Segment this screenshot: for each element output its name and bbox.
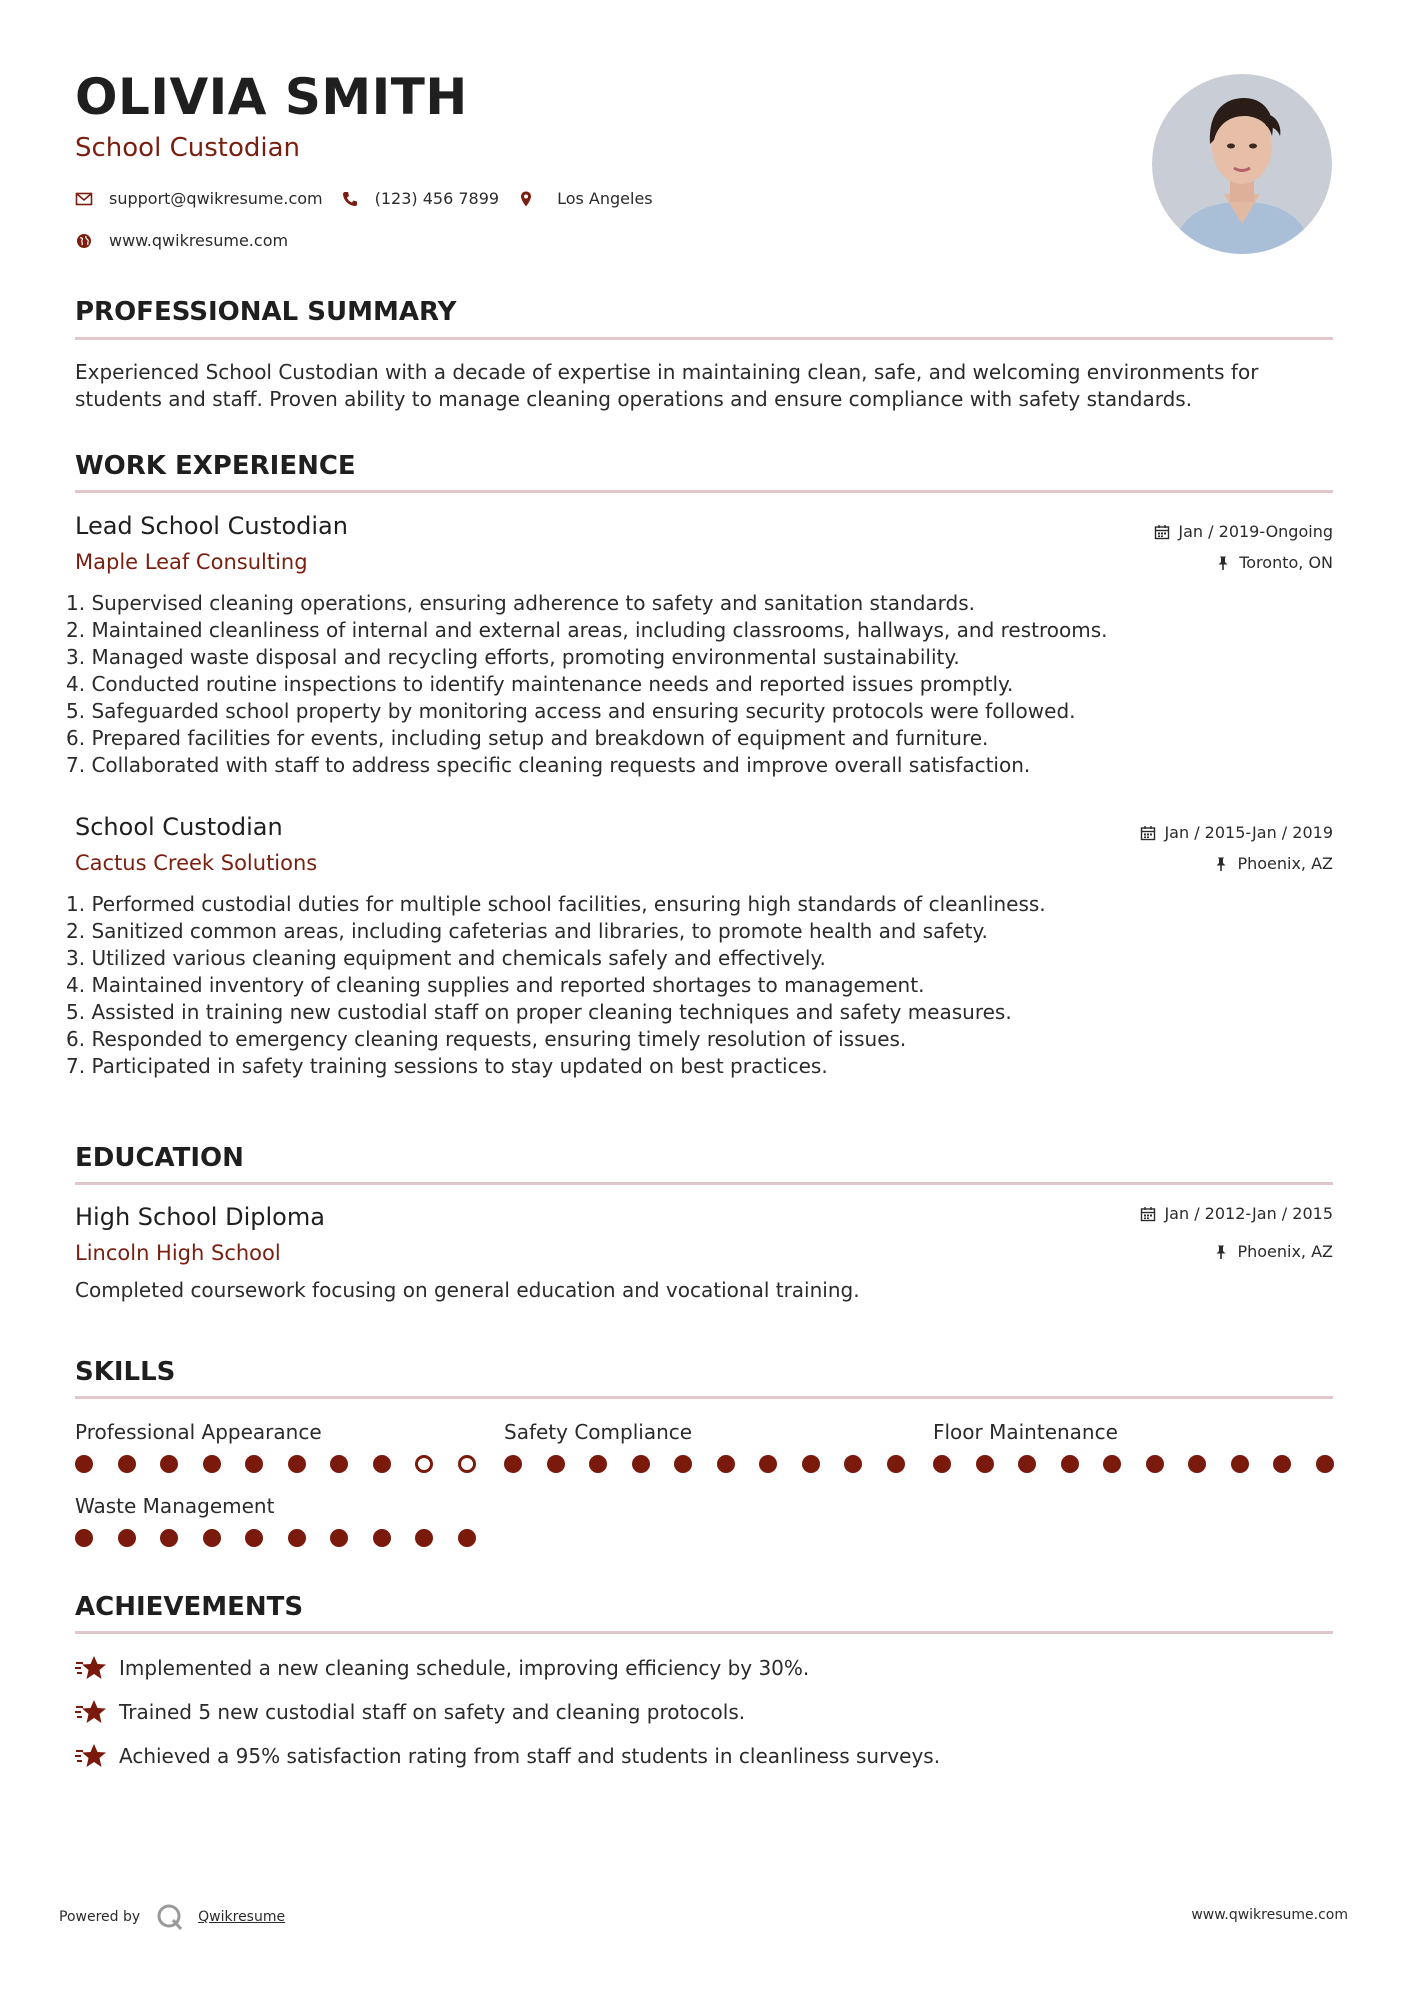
achievement-text: Achieved a 95% satisfaction rating from staff and students in cleanliness surveys. (119, 1744, 941, 1768)
experience-divider (75, 490, 1333, 493)
rating-dot-filled (118, 1529, 136, 1547)
job-dates-text: Jan / 2015-Jan / 2019 (1164, 823, 1333, 842)
list-item: 2. Sanitized common areas, including cafeterias and libraries, to promote health and safety. (66, 919, 988, 943)
star-icon (75, 1698, 107, 1726)
achievements-heading: ACHIEVEMENTS (75, 1592, 304, 1622)
skill-waste-management (75, 1496, 475, 1516)
job-location (1213, 856, 1333, 872)
rating-dot-filled (802, 1455, 820, 1473)
skill-name: Professional Appearance (75, 1420, 322, 1444)
achievement-item (75, 1654, 809, 1682)
job-location-text: Phoenix, AZ (1237, 854, 1333, 873)
pushpin-icon (1213, 1244, 1229, 1260)
summary-heading: PROFESSIONAL SUMMARY (75, 297, 457, 327)
rating-dot-filled (717, 1455, 735, 1473)
education-degree: High School Diploma (75, 1203, 325, 1231)
job-title: Lead School Custodian (75, 512, 348, 540)
skills-heading: SKILLS (75, 1357, 176, 1387)
list-item: 3. Utilized various cleaning equipment and chemicals safely and effectively. (66, 946, 826, 970)
list-item: 3. Managed waste disposal and recycling efforts, promoting environmental sustainability. (66, 645, 960, 669)
job-dates (1154, 524, 1333, 540)
rating-dot-filled (118, 1455, 136, 1473)
job-responsibilities (66, 891, 1046, 1080)
phone-text: (123) 456 7899 (374, 189, 500, 208)
rating-dot-filled (160, 1529, 178, 1547)
rating-dot-filled (632, 1455, 650, 1473)
summary-line-2: students and staff. Proven ability to manage cleaning operations and ensure compliance with safety standards. (75, 387, 1193, 411)
list-item: 2. Maintained cleanliness of internal and external areas, including classrooms, hallways, and restrooms. (66, 618, 1108, 642)
skills-divider (75, 1396, 1333, 1399)
rating-dot-filled (245, 1455, 263, 1473)
pushpin-icon (1213, 856, 1229, 872)
rating-dot-filled (1188, 1455, 1206, 1473)
list-item: 6. Prepared facilities for events, including setup and breakdown of equipment and furniture. (66, 726, 989, 750)
job-location-text: Toronto, ON (1239, 553, 1333, 572)
rating-dot-filled (160, 1455, 178, 1473)
pushpin-icon (1215, 555, 1231, 571)
rating-dot-filled (330, 1455, 348, 1473)
qwikresume-link[interactable]: Qwikresume (198, 1909, 286, 1925)
candidate-title: School Custodian (75, 133, 300, 163)
skill-name: Floor Maintenance (933, 1420, 1118, 1444)
rating-dot-filled (373, 1529, 391, 1547)
rating-dot-filled (373, 1455, 391, 1473)
rating-dot-filled (1018, 1455, 1036, 1473)
rating-dot-filled (1146, 1455, 1164, 1473)
education-divider (75, 1182, 1333, 1185)
list-item: 7. Collaborated with staff to address specific cleaning requests and improve overall satisfaction. (66, 753, 1031, 777)
job-location (1215, 555, 1333, 571)
rating-dot-filled (330, 1529, 348, 1547)
summary-divider (75, 337, 1333, 340)
skill-rating (75, 1455, 475, 1475)
skill-floor-maintenance (933, 1422, 1333, 1442)
rating-dot-filled (976, 1455, 994, 1473)
phone-icon (341, 190, 359, 208)
job-dates-text: Jan / 2019-Ongoing (1178, 522, 1333, 541)
education-dates-text: Jan / 2012-Jan / 2015 (1164, 1204, 1333, 1223)
list-item: 7. Participated in safety training sessions to stay updated on best practices. (66, 1054, 828, 1078)
skill-name: Waste Management (75, 1494, 275, 1518)
list-item: 4. Conducted routine inspections to identify maintenance needs and reported issues promptly. (66, 672, 1014, 696)
contact-row-1 (75, 189, 653, 208)
envelope-icon (75, 190, 93, 208)
rating-dot-filled (1103, 1455, 1121, 1473)
list-item: 1. Supervised cleaning operations, ensuring adherence to safety and sanitation standards. (66, 591, 976, 615)
location-text: Los Angeles (557, 189, 653, 208)
rating-dot-filled (203, 1529, 221, 1547)
achievement-text: Implemented a new cleaning schedule, improving efficiency by 30%. (119, 1656, 810, 1680)
rating-dot-empty (415, 1455, 433, 1473)
job-title: School Custodian (75, 813, 283, 841)
experience-heading: WORK EXPERIENCE (75, 451, 356, 481)
map-pin-icon (517, 190, 535, 208)
skill-professional-appearance (75, 1422, 475, 1442)
skill-rating (75, 1529, 475, 1549)
rating-dot-filled (203, 1455, 221, 1473)
job-dates (1140, 825, 1333, 841)
email-text: support@qwikresume.com (109, 189, 323, 208)
job-responsibilities (66, 590, 1108, 779)
contact-location (517, 189, 653, 208)
footer-powered-by (59, 1903, 285, 1931)
powered-by-label: Powered by (59, 1909, 141, 1925)
rating-dot-filled (933, 1455, 951, 1473)
education-location (1213, 1244, 1333, 1260)
rating-dot-filled (589, 1455, 607, 1473)
contact-email[interactable] (75, 189, 323, 208)
skill-name: Safety Compliance (504, 1420, 693, 1444)
star-icon (75, 1742, 107, 1770)
rating-dot-empty (458, 1455, 476, 1473)
summary-line-1: Experienced School Custodian with a decade of expertise in maintaining clean, safe, and welcoming environments for (75, 360, 1259, 384)
calendar-icon (1154, 524, 1170, 540)
rating-dot-filled (288, 1529, 306, 1547)
qwikresume-logo-icon (156, 1903, 184, 1931)
profile-photo (1152, 74, 1332, 254)
skill-safety-compliance (504, 1422, 904, 1442)
job-company: Maple Leaf Consulting (75, 550, 308, 574)
rating-dot-filled (415, 1529, 433, 1547)
education-school: Lincoln High School (75, 1241, 281, 1265)
contact-phone[interactable] (341, 189, 499, 208)
rating-dot-filled (759, 1455, 777, 1473)
skill-rating (504, 1455, 904, 1475)
list-item: 5. Safeguarded school property by monitoring access and ensuring security protocols were followed. (66, 699, 1076, 723)
rating-dot-filled (674, 1455, 692, 1473)
rating-dot-filled (288, 1455, 306, 1473)
globe-icon (75, 232, 93, 250)
achievement-item (75, 1698, 745, 1726)
list-item: 5. Assisted in training new custodial staff on proper cleaning techniques and safety measures. (66, 1000, 1012, 1024)
rating-dot-filled (504, 1455, 522, 1473)
skill-rating (933, 1455, 1333, 1475)
education-description: Completed coursework focusing on general education and vocational training. (75, 1278, 860, 1302)
list-item: 6. Responded to emergency cleaning requests, ensuring timely resolution of issues. (66, 1027, 907, 1051)
calendar-icon (1140, 1206, 1156, 1222)
summary-text (75, 359, 1345, 413)
website-text: www.qwikresume.com (109, 231, 289, 250)
contact-website[interactable] (75, 231, 288, 250)
education-location-text: Phoenix, AZ (1237, 1242, 1333, 1261)
job-company: Cactus Creek Solutions (75, 851, 318, 875)
list-item: 1. Performed custodial duties for multiple school facilities, ensuring high standards of cleanliness. (66, 892, 1046, 916)
rating-dot-filled (75, 1455, 93, 1473)
list-item: 4. Maintained inventory of cleaning supplies and reported shortages to management. (66, 973, 925, 997)
rating-dot-filled (1316, 1455, 1334, 1473)
contact-row-2 (75, 231, 288, 250)
rating-dot-filled (75, 1529, 93, 1547)
calendar-icon (1140, 825, 1156, 841)
achievement-text: Trained 5 new custodial staff on safety and cleaning protocols. (119, 1700, 746, 1724)
rating-dot-filled (547, 1455, 565, 1473)
rating-dot-filled (1061, 1455, 1079, 1473)
footer-website[interactable]: www.qwikresume.com (1191, 1907, 1348, 1923)
rating-dot-filled (844, 1455, 862, 1473)
achievement-item (75, 1742, 940, 1770)
education-heading: EDUCATION (75, 1143, 244, 1173)
candidate-name: OLIVIA SMITH (75, 68, 468, 126)
rating-dot-filled (1273, 1455, 1291, 1473)
rating-dot-filled (458, 1529, 476, 1547)
rating-dot-filled (245, 1529, 263, 1547)
rating-dot-filled (887, 1455, 905, 1473)
achievements-divider (75, 1631, 1333, 1634)
star-icon (75, 1654, 107, 1682)
rating-dot-filled (1231, 1455, 1249, 1473)
education-dates (1140, 1206, 1333, 1222)
